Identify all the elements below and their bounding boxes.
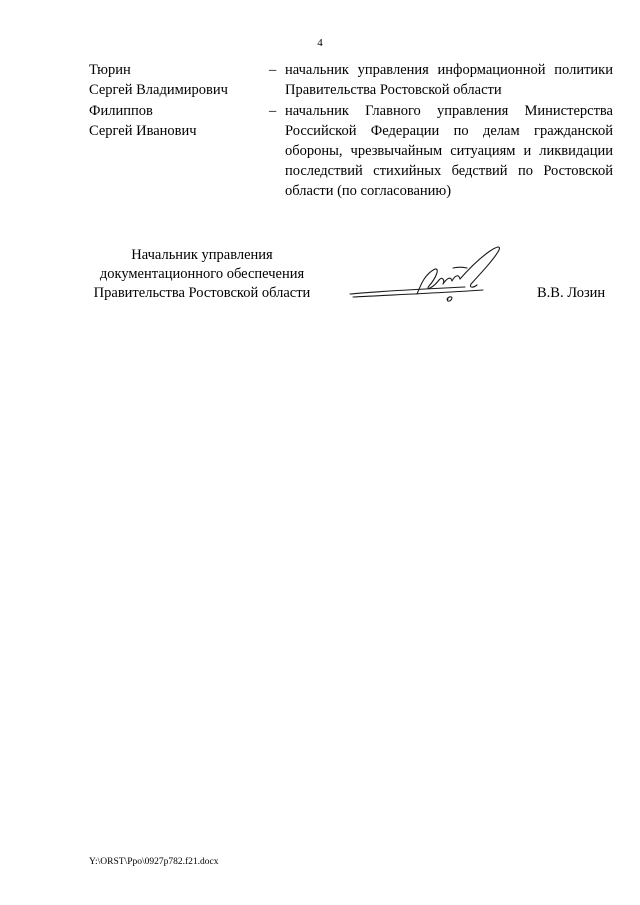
- signer-title-line: документационного обеспечения: [99, 266, 305, 282]
- signer-title-line: Начальник управления: [131, 247, 273, 263]
- signer-title-line: Правительства Ростовской области: [93, 285, 311, 301]
- signer-title: [84, 246, 320, 303]
- member-surname: Тюрин: [89, 62, 131, 78]
- footer-file-path: Y:\ORST\Ppo\0927p782.f21.docx: [89, 857, 219, 867]
- member-name: [89, 60, 259, 100]
- member-entry: [89, 60, 613, 100]
- member-dash: –: [269, 103, 277, 119]
- signer-name: В.В. Лозин: [537, 285, 606, 301]
- member-role: начальник управления информационной политики Правительства Ростовской области: [285, 62, 613, 98]
- member-given-names: Сергей Иванович: [89, 123, 197, 139]
- member-role: начальник Главного управления Министерства Российской Федерации по делам гражданской обороны, чрезвычайным ситуациям и ликвидации последствий стихийных бедствий по Ростовской области (по согласованию): [285, 103, 613, 199]
- member-entry: [89, 101, 613, 201]
- handwritten-signature: [345, 238, 520, 308]
- member-dash: –: [269, 62, 277, 78]
- member-name: [89, 101, 259, 141]
- page-number: 4: [317, 37, 323, 49]
- member-surname: Филиппов: [89, 103, 153, 119]
- member-given-names: Сергей Владимирович: [89, 82, 228, 98]
